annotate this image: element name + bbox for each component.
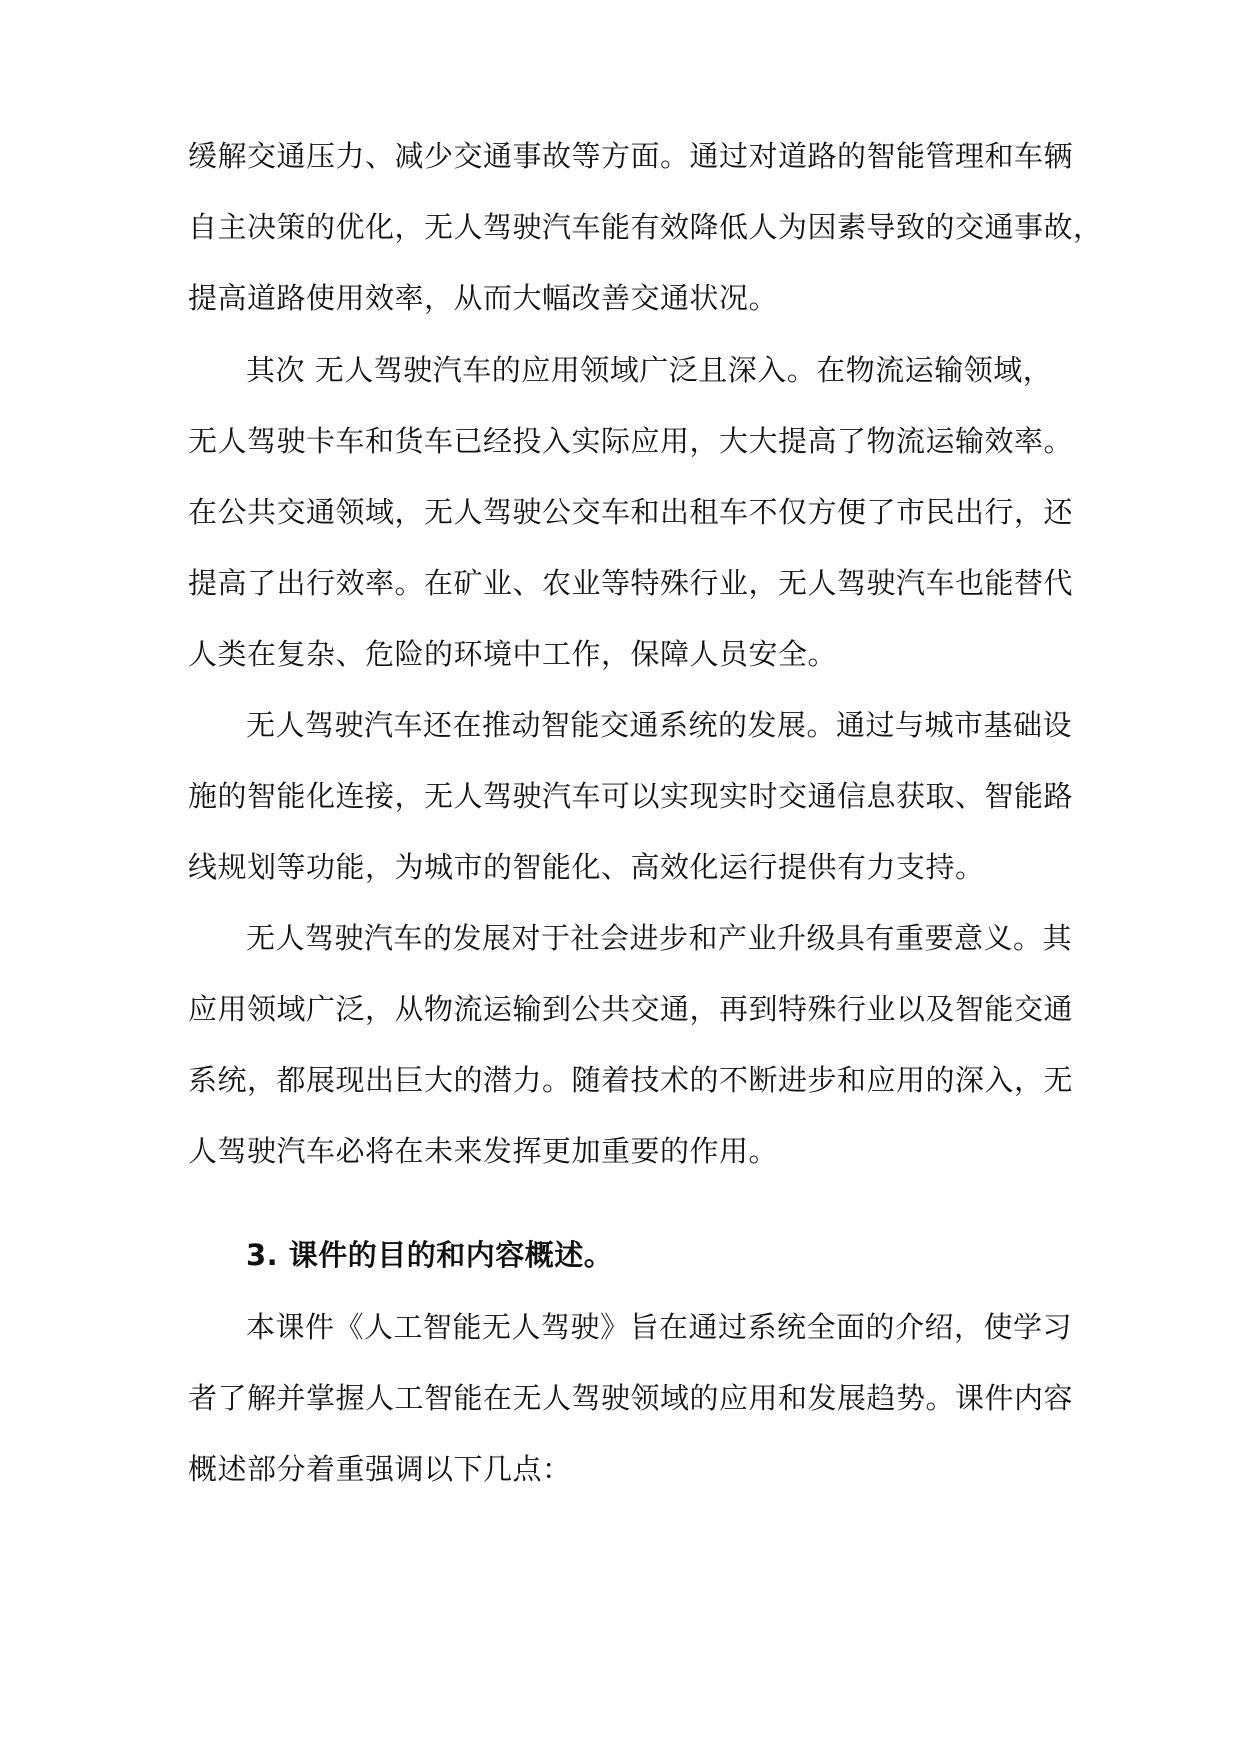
paragraph-5-line-2: 者了解并掌握人工智能在无人驾驶领域的应用和发展趋势。课件内容 (188, 1381, 1074, 1415)
paragraph-2-line-4: 提高了出行效率。在矿业、农业等特殊行业，无人驾驶汽车也能替代 (188, 566, 1074, 600)
paragraph-1-line-2: 自主决策的优化，无人驾驶汽车能有效降低人为因素导致的交通事故， (188, 210, 1103, 244)
paragraph-1-line-1: 缓解交通压力、减少交通事故等方面。通过对道路的智能管理和车辆 (188, 139, 1074, 173)
paragraph-4-line-2: 应用领域广泛，从物流运输到公共交通，再到特殊行业以及智能交通 (188, 992, 1074, 1026)
paragraph-4-line-4: 人驾驶汽车必将在未来发挥更加重要的作用。 (188, 1134, 779, 1168)
paragraph-4-line-1: 无人驾驶汽车的发展对于社会进步和产业升级具有重要意义。其 (246, 921, 1073, 955)
paragraph-2-line-1: 其次 无人驾驶汽车的应用领域广泛且深入。在物流运输领域， (246, 353, 1053, 387)
paragraph-3-line-2: 施的智能化连接，无人驾驶汽车可以实现实时交通信息获取、智能路 (188, 779, 1074, 813)
paragraph-5-line-1: 本课件《人工智能无人驾驶》旨在通过系统全面的介绍，使学习 (246, 1310, 1073, 1344)
paragraph-4-line-3: 系统，都展现出巨大的潜力。随着技术的不断进步和应用的深入，无 (188, 1063, 1074, 1097)
paragraph-1-line-3: 提高道路使用效率，从而大幅改善交通状况。 (188, 281, 779, 315)
paragraph-2-line-2: 无人驾驶卡车和货车已经投入实际应用，大大提高了物流运输效率。 (188, 424, 1074, 458)
section-heading: 3. 课件的目的和内容概述。 (246, 1238, 614, 1272)
paragraph-5-line-3: 概述部分着重强调以下几点： (188, 1452, 572, 1486)
paragraph-2-line-3: 在公共交通领域，无人驾驶公交车和出租车不仅方便了市民出行，还 (188, 495, 1074, 529)
paragraph-3-line-3: 线规划等功能，为城市的智能化、高效化运行提供有力支持。 (188, 850, 985, 884)
paragraph-2-line-5: 人类在复杂、危险的环境中工作，保障人员安全。 (188, 637, 838, 671)
paragraph-3-line-1: 无人驾驶汽车还在推动智能交通系统的发展。通过与城市基础设 (246, 708, 1073, 742)
